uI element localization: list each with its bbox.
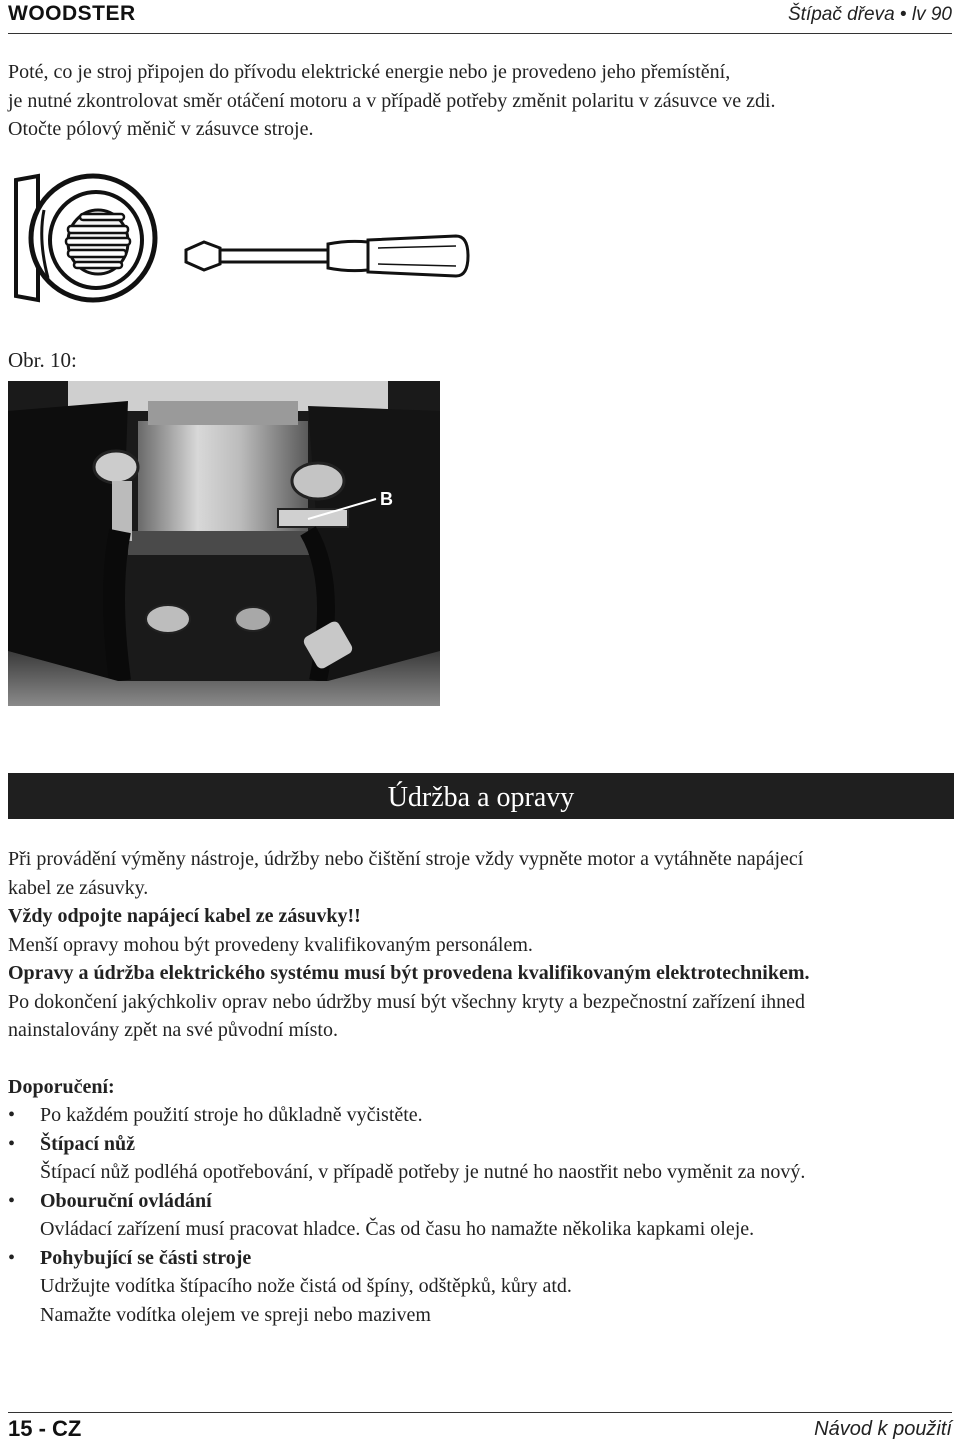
list-item-title: Obouruční ovládání [40, 1189, 212, 1212]
warning-line: Vždy odpojte napájecí kabel ze zásuvky!! [8, 905, 361, 927]
footer-divider [8, 1412, 952, 1413]
body-line: nainstalovány zpět na své původní místo. [8, 1019, 338, 1041]
list-item [8, 1187, 954, 1244]
list-item-text: Udržujte vodítka štípacího nože čistá od špíny, odštěpků, kůry atd. [40, 1275, 572, 1297]
socket-screwdriver-illustration [8, 170, 474, 310]
header-title: Štípač dřeva • lv 90 [787, 4, 952, 25]
bullet-mark: • [8, 1104, 16, 1126]
list-item-title: Pohybující se části stroje [40, 1246, 252, 1269]
recommendation-list [8, 1101, 954, 1329]
list-item [8, 1244, 954, 1330]
list-item [8, 1101, 954, 1130]
footer-title: Návod k použití [814, 1418, 952, 1440]
list-item-text: Štípací nůž podléhá opotřebování, v případě potřeby je nutné ho naostřit nebo vyměnit za nový. [40, 1161, 806, 1183]
section-heading-bar [8, 773, 954, 819]
intro-line: je nutné zkontrolovat směr otáčení motoru a v případě potřeby změnit polaritu v zásuvce ve zdi. [8, 89, 776, 112]
body-line: kabel ze zásuvky. [8, 876, 149, 899]
body-line: Menší opravy mohou být provedeny kvalifikovaným personálem. [8, 933, 533, 956]
maintenance-text [8, 845, 954, 1329]
recommendation-heading: Doporučení: [8, 1075, 115, 1098]
body-line: Po dokončení jakýchkoliv oprav nebo údržby musí být všechny kryty a bezpečnostní zařízení ihned [8, 990, 806, 1013]
brand-name: WOODSTER [8, 2, 136, 25]
list-item-text: Ovládací zařízení musí pracovat hladce. Čas od času ho namažte několika kapkami oleje. [40, 1218, 755, 1240]
intro-line: Otočte pólový měnič v zásuvce stroje. [8, 118, 314, 140]
intro-paragraph [8, 58, 952, 144]
list-item [8, 1130, 954, 1187]
figure-label: Obr. 10: [8, 348, 77, 372]
list-item-text: Namažte vodítka olejem ve spreji nebo mazivem [40, 1303, 431, 1326]
list-item-title: Po každém použití stroje ho důkladně vyčistěte. [40, 1104, 423, 1126]
header-divider [8, 33, 952, 34]
bullet-mark: • [8, 1132, 16, 1155]
list-item-title: Štípací nůž [40, 1132, 136, 1155]
hydraulic-pump-photo [8, 381, 440, 706]
warning-line: Opravy a údržba elektrického systému musí být provedena kvalifikovaným elektrotechnikem. [8, 962, 810, 984]
bullet-mark: • [8, 1246, 16, 1269]
figure-marker-label: B [380, 489, 393, 509]
intro-line: Poté, co je stroj připojen do přívodu elektrické energie nebo je provedeno jeho přemístění, [8, 61, 731, 83]
section-title: Údržba a opravy [387, 782, 575, 813]
body-line: Při provádění výměny nástroje, údržby nebo čištění stroje vždy vypněte motor a vytáhněte napájecí [8, 848, 804, 870]
page-number: 15 - CZ [8, 1416, 82, 1441]
bullet-mark: • [8, 1189, 16, 1212]
